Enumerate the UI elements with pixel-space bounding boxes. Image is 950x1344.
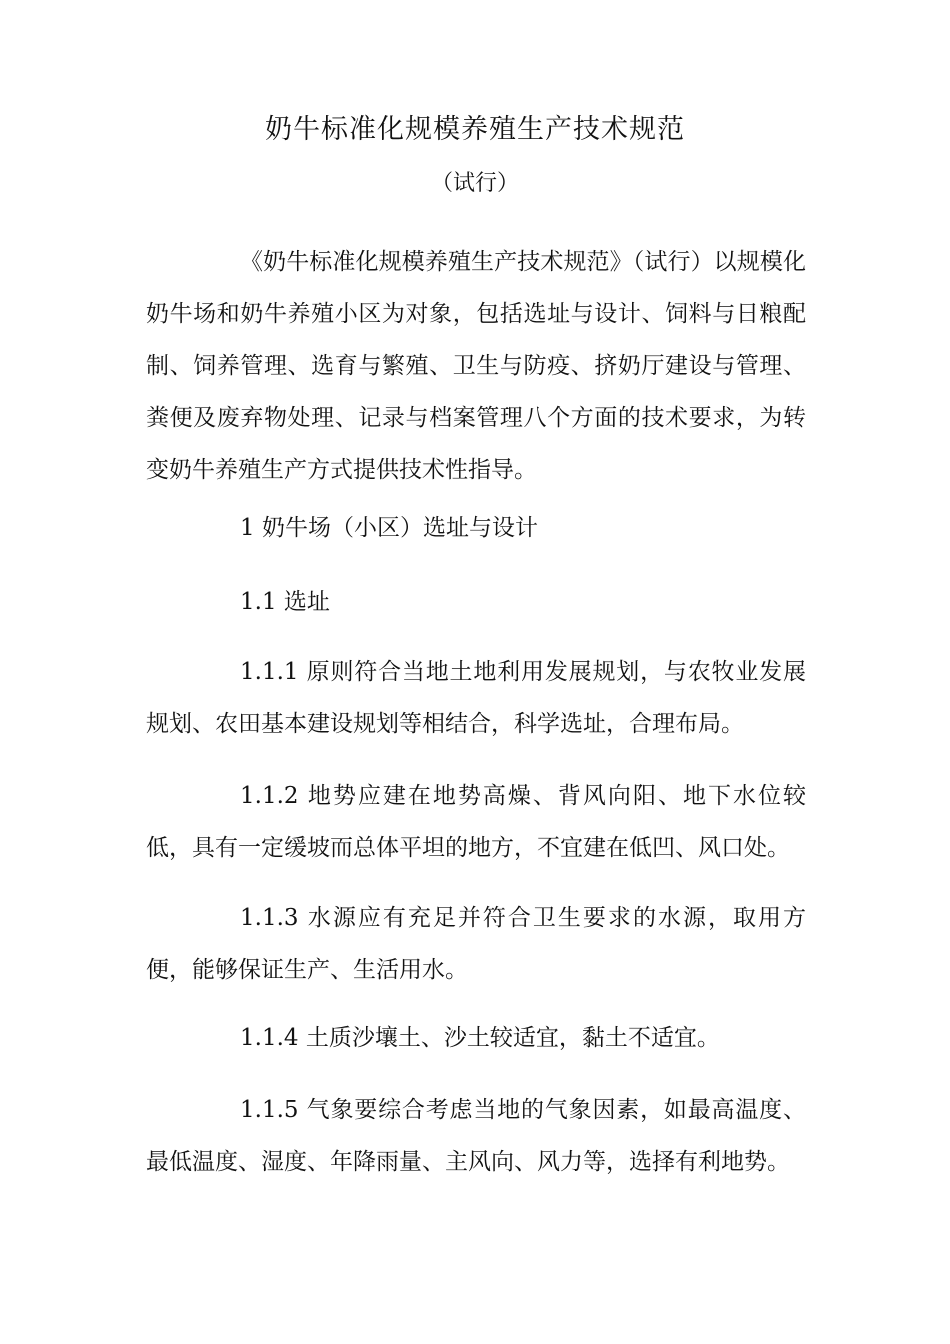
paragraph-1-1-4: 1.1.4 土质沙壤土、沙土较适宜，黏土不适宜。 xyxy=(240,1025,720,1051)
document-title: 奶牛标准化规模养殖生产技术规范 xyxy=(265,114,685,145)
paragraph-1-1-1: 1.1.1 原则符合当地土地利用发展规划，与农牧业发展规划、农田基本建设规划等相结合，科学选址，合理布局。 xyxy=(146,659,806,737)
paragraph-1-1-3: 1.1.3 水源应有充足并符合卫生要求的水源，取用方便，能够保证生产、生活用水。 xyxy=(146,905,806,983)
paragraph-1-1-2: 1.1.2 地势应建在地势高燥、背风向阳、地下水位较低，具有一定缓坡而总体平坦的地方，不宜建在低凹、风口处。 xyxy=(146,783,806,861)
document-subtitle: （试行） xyxy=(430,171,519,196)
paragraph-1-1-5: 1.1.5 气象要综合考虑当地的气象因素，如最高温度、最低温度、湿度、年降雨量、主风向、风力等，选择有利地势。 xyxy=(146,1097,806,1175)
section-heading-1: 1 奶牛场（小区）选址与设计 xyxy=(240,515,538,541)
section-heading-1-1: 1.1 选址 xyxy=(240,589,330,615)
intro-paragraph: 《奶牛标准化规模养殖生产技术规范》（试行）以规模化奶牛场和奶牛养殖小区为对象，包括选址与设计、饲料与日粮配制、饲养管理、选育与繁殖、卫生与防疫、挤奶厅建设与管理、粪便及废弃物处理、记录与档案管理八个方面的技术要求，为转变奶牛养殖生产方式提供技术性指导。 xyxy=(146,249,806,483)
